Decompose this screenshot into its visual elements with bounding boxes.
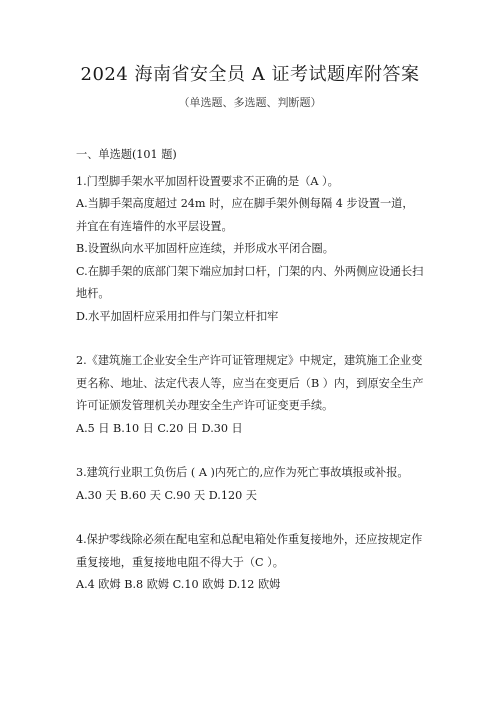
question-option: A.5 日 B.10 日 C.20 日 D.30 日 [76, 421, 243, 435]
question-content [76, 144, 424, 597]
question-spacer [76, 507, 424, 529]
question-spacer [76, 440, 424, 462]
question-option: A.30 天 B.60 天 C.90 天 D.120 天 [76, 488, 257, 502]
section-heading: 一、单选题(101 题) [76, 148, 177, 161]
question-2 [76, 350, 424, 440]
question-option: A.当脚手架高度超过 24m 时，应在脚手架外侧每隔 4 步设置一道，并宜在有连墙件的水平层设置。 [76, 197, 414, 233]
question-1 [76, 171, 424, 329]
question-option: D.水平加固杆应采用扣件与门架立杆扣牢 [76, 309, 279, 323]
question-stem: 1.门型脚手架水平加固杆设置要求不正确的是（A ）。 [76, 174, 339, 188]
question-option: C.在脚手架的底部门架下端应加封口杆，门架的内、外两侧应设通长扫地杆。 [76, 264, 424, 300]
question-stem: 3.建筑行业职工负伤后 ( A )内死亡的,应作为死亡事故填报或补报。 [76, 466, 409, 479]
question-stem: 4.保护零线除必须在配电室和总配电箱处作重复接地外，还应按规定作重复接地，重复接地电阻不得大于（C ）。 [76, 533, 423, 569]
document-subtitle: （单选题、多选题、判断题） [178, 96, 322, 109]
question-3 [76, 462, 424, 507]
question-option: A.4 欧姆 B.8 欧姆 C.10 欧姆 D.12 欧姆 [76, 578, 281, 591]
question-4 [76, 529, 424, 597]
question-spacer [76, 328, 424, 350]
question-stem: 2.《建筑施工企业安全生产许可证管理规定》中规定，建筑施工企业变更名称、地址、法定代表人等，应当在变更后（B ）内，到原安全生产许可证颁发管理机关办理安全生产许可证变更手续。 [76, 354, 424, 412]
question-option: B.设置纵向水平加固杆应连续，并形成水平闭合圈。 [76, 242, 334, 255]
document-title: 2024 海南省安全员 A 证考试题库附答案 [80, 64, 420, 85]
